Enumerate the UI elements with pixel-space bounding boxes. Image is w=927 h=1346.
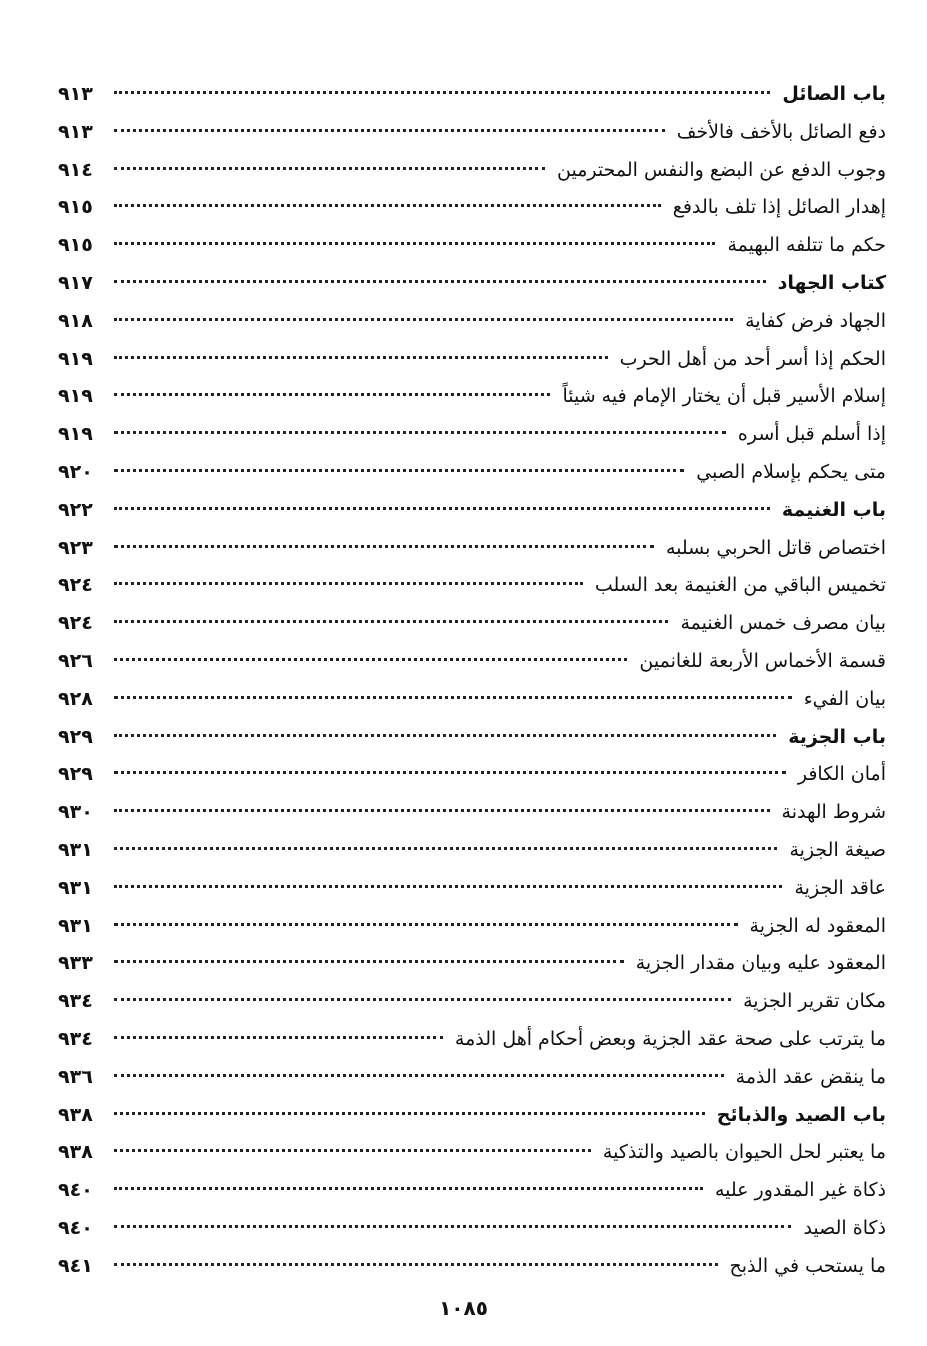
toc-entry-title: صيغة الجزية xyxy=(789,838,886,861)
toc-entry xyxy=(58,1059,886,1097)
toc-entry-title: قسمة الأخماس الأربعة للغانمين xyxy=(639,649,886,672)
toc-entry xyxy=(58,1134,886,1172)
toc-entry-page: ٩٣٦ xyxy=(58,1065,93,1088)
dot-leader xyxy=(114,545,654,548)
page-number: ١٠٨٥ xyxy=(439,1296,488,1320)
toc-entry-page: ٩٣٤ xyxy=(58,990,93,1013)
toc-entry-title: متى يحكم بإسلام الصبي xyxy=(696,460,886,483)
toc-entry-title: المعقود عليه وبيان مقدار الجزية xyxy=(635,952,886,975)
toc-entry-title: باب الصيد والذبائح xyxy=(716,1103,886,1126)
toc-entry xyxy=(58,832,886,870)
toc-entry xyxy=(58,643,886,681)
toc-entry-page: ٩٤٠ xyxy=(58,1216,93,1239)
toc-entry-title: ما يستحب في الذبح xyxy=(729,1254,886,1277)
toc-entry-title: الحكم إذا أسر أحد من أهل الحرب xyxy=(619,347,886,370)
dot-leader xyxy=(114,204,661,207)
toc-entry xyxy=(58,756,886,794)
toc-entry xyxy=(58,681,886,719)
toc-entry-title: بيان مصرف خمس الغنيمة xyxy=(680,612,886,635)
dot-leader xyxy=(114,393,550,396)
dot-leader xyxy=(114,318,733,321)
toc-entry-page: ٩٢٨ xyxy=(58,687,93,710)
toc-entry-title: إسلام الأسير قبل أن يختار الإمام فيه شيئاً xyxy=(562,385,886,408)
toc-entry-page: ٩٢٤ xyxy=(58,612,93,635)
toc-entry-title: ذكاة الصيد xyxy=(803,1216,886,1239)
toc-entry-title: ما يترتب على صحة عقد الجزية وبعض أحكام أهل الذمة xyxy=(454,1027,886,1050)
toc-entry-title: بيان الفيء xyxy=(803,687,886,710)
dot-leader xyxy=(114,960,624,963)
toc-entry-page: ٩١٩ xyxy=(58,423,93,446)
toc-entry-title: باب الغنيمة xyxy=(781,498,886,521)
dot-leader xyxy=(114,242,715,245)
toc-entry-title: اختصاص قاتل الحربي بسلبه xyxy=(665,536,886,559)
toc-entry xyxy=(58,454,886,492)
toc-entry-title: كتاب الجهاد xyxy=(777,271,886,294)
dot-leader xyxy=(114,469,684,472)
toc-section-heading xyxy=(58,719,886,757)
toc-entry xyxy=(58,1021,886,1059)
toc-entry xyxy=(58,416,886,454)
toc-entry xyxy=(58,1210,886,1248)
toc-entry xyxy=(58,945,886,983)
toc-entry-page: ٩٣١ xyxy=(58,838,93,861)
toc-entry-title: حكم ما تتلفه البهيمة xyxy=(727,234,886,257)
toc-entry-title: أمان الكافر xyxy=(797,763,886,786)
toc-entry xyxy=(58,303,886,341)
dot-leader xyxy=(114,582,583,585)
dot-leader xyxy=(114,280,766,283)
toc-section-heading xyxy=(58,492,886,530)
toc-entry xyxy=(58,530,886,568)
toc-entry xyxy=(58,152,886,190)
dot-leader xyxy=(114,356,608,359)
dot-leader xyxy=(114,129,665,132)
dot-leader xyxy=(114,1036,443,1039)
toc-entry-title: باب الصائل xyxy=(782,83,886,105)
dot-leader xyxy=(114,734,776,737)
toc-entry-title: تخميس الباقي من الغنيمة بعد السلب xyxy=(594,574,886,597)
toc-entry xyxy=(58,189,886,227)
toc-entry xyxy=(58,114,886,152)
toc-entry-page: ٩٢٠ xyxy=(58,460,93,483)
toc-entry-page: ٩٢٤ xyxy=(58,574,93,597)
toc-entry-page: ٩١٧ xyxy=(58,271,93,294)
toc-entry-page: ٩١٤ xyxy=(58,158,93,181)
toc-entry-title: إهدار الصائل إذا تلف بالدفع xyxy=(672,196,886,219)
toc-section-heading xyxy=(58,1097,886,1135)
toc-entry-page: ٩٣٣ xyxy=(58,952,93,975)
toc-entry-title: ما ينقض عقد الذمة xyxy=(735,1065,886,1088)
toc-entry xyxy=(58,870,886,908)
dot-leader xyxy=(114,620,668,623)
toc-entry xyxy=(58,1248,886,1286)
toc-entry-title: باب الجزية xyxy=(788,725,886,748)
dot-leader xyxy=(114,847,777,850)
dot-leader xyxy=(114,1263,718,1266)
toc-entry-title: ما يعتبر لحل الحيوان بالصيد والتذكية xyxy=(602,1141,886,1164)
dot-leader xyxy=(114,658,627,661)
dot-leader xyxy=(114,1187,703,1190)
toc-entry xyxy=(58,227,886,265)
toc-entry-page: ٩٤٠ xyxy=(58,1179,93,1202)
toc-entry-page: ٩٣٤ xyxy=(58,1027,93,1050)
dot-leader xyxy=(114,1112,705,1115)
toc-entry-title: عاقد الجزية xyxy=(794,876,886,899)
toc-entry xyxy=(58,378,886,416)
toc-section-heading xyxy=(58,76,886,114)
toc-entry-page: ٩١٩ xyxy=(58,347,93,370)
toc-entry-title: شروط الهدنة xyxy=(781,801,886,824)
dot-leader xyxy=(114,923,738,926)
dot-leader xyxy=(114,1149,591,1152)
table-of-contents xyxy=(58,76,886,1286)
toc-entry-page: ٩٢٦ xyxy=(58,649,93,672)
toc-entry-title: إذا أسلم قبل أسره xyxy=(737,423,886,446)
toc-entry-page: ٩٣٨ xyxy=(58,1141,93,1164)
toc-entry-page: ٩٣٨ xyxy=(58,1103,93,1126)
toc-entry-page: ٩٤١ xyxy=(58,1254,93,1277)
toc-entry-page: ٩٢٢ xyxy=(58,498,93,521)
toc-entry-title: الجهاد فرض كفاية xyxy=(745,309,886,332)
toc-entry-page: ٩٢٩ xyxy=(58,725,93,748)
toc-entry-page: ٩١٩ xyxy=(58,385,93,408)
toc-entry xyxy=(58,794,886,832)
toc-entry xyxy=(58,983,886,1021)
dot-leader xyxy=(114,507,770,510)
toc-entry-page: ٩١٣ xyxy=(58,83,93,105)
toc-entry-page: ٩٣١ xyxy=(58,876,93,899)
dot-leader xyxy=(114,431,726,434)
toc-entry xyxy=(58,605,886,643)
toc-entry-title: دفع الصائل بالأخف فالأخف xyxy=(676,120,886,143)
toc-entry xyxy=(58,567,886,605)
toc-entry-page: ٩١٥ xyxy=(58,196,93,219)
dot-leader xyxy=(114,167,545,170)
toc-entry xyxy=(58,1172,886,1210)
dot-leader xyxy=(114,91,770,94)
toc-entry-page: ٩٣٠ xyxy=(58,801,93,824)
toc-entry-page: ٩٢٣ xyxy=(58,536,93,559)
dot-leader xyxy=(114,809,770,812)
toc-entry-title: المعقود له الجزية xyxy=(749,914,886,937)
toc-section-heading xyxy=(58,265,886,303)
toc-entry-page: ٩١٣ xyxy=(58,120,93,143)
dot-leader xyxy=(114,1225,791,1228)
dot-leader xyxy=(114,885,782,888)
dot-leader xyxy=(114,1074,724,1077)
toc-entry-title: ذكاة غير المقدور عليه xyxy=(714,1179,886,1202)
toc-entry-title: وجوب الدفع عن البضع والنفس المحترمين xyxy=(557,158,886,181)
toc-entry-page: ٩٢٩ xyxy=(58,763,93,786)
toc-entry-title: مكان تقرير الجزية xyxy=(743,990,886,1013)
dot-leader xyxy=(114,998,731,1001)
toc-entry-page: ٩١٨ xyxy=(58,309,93,332)
dot-leader xyxy=(114,696,792,699)
toc-entry-page: ٩٣١ xyxy=(58,914,93,937)
toc-entry-page: ٩١٥ xyxy=(58,234,93,257)
dot-leader xyxy=(114,771,786,774)
toc-entry xyxy=(58,341,886,379)
toc-entry xyxy=(58,908,886,946)
